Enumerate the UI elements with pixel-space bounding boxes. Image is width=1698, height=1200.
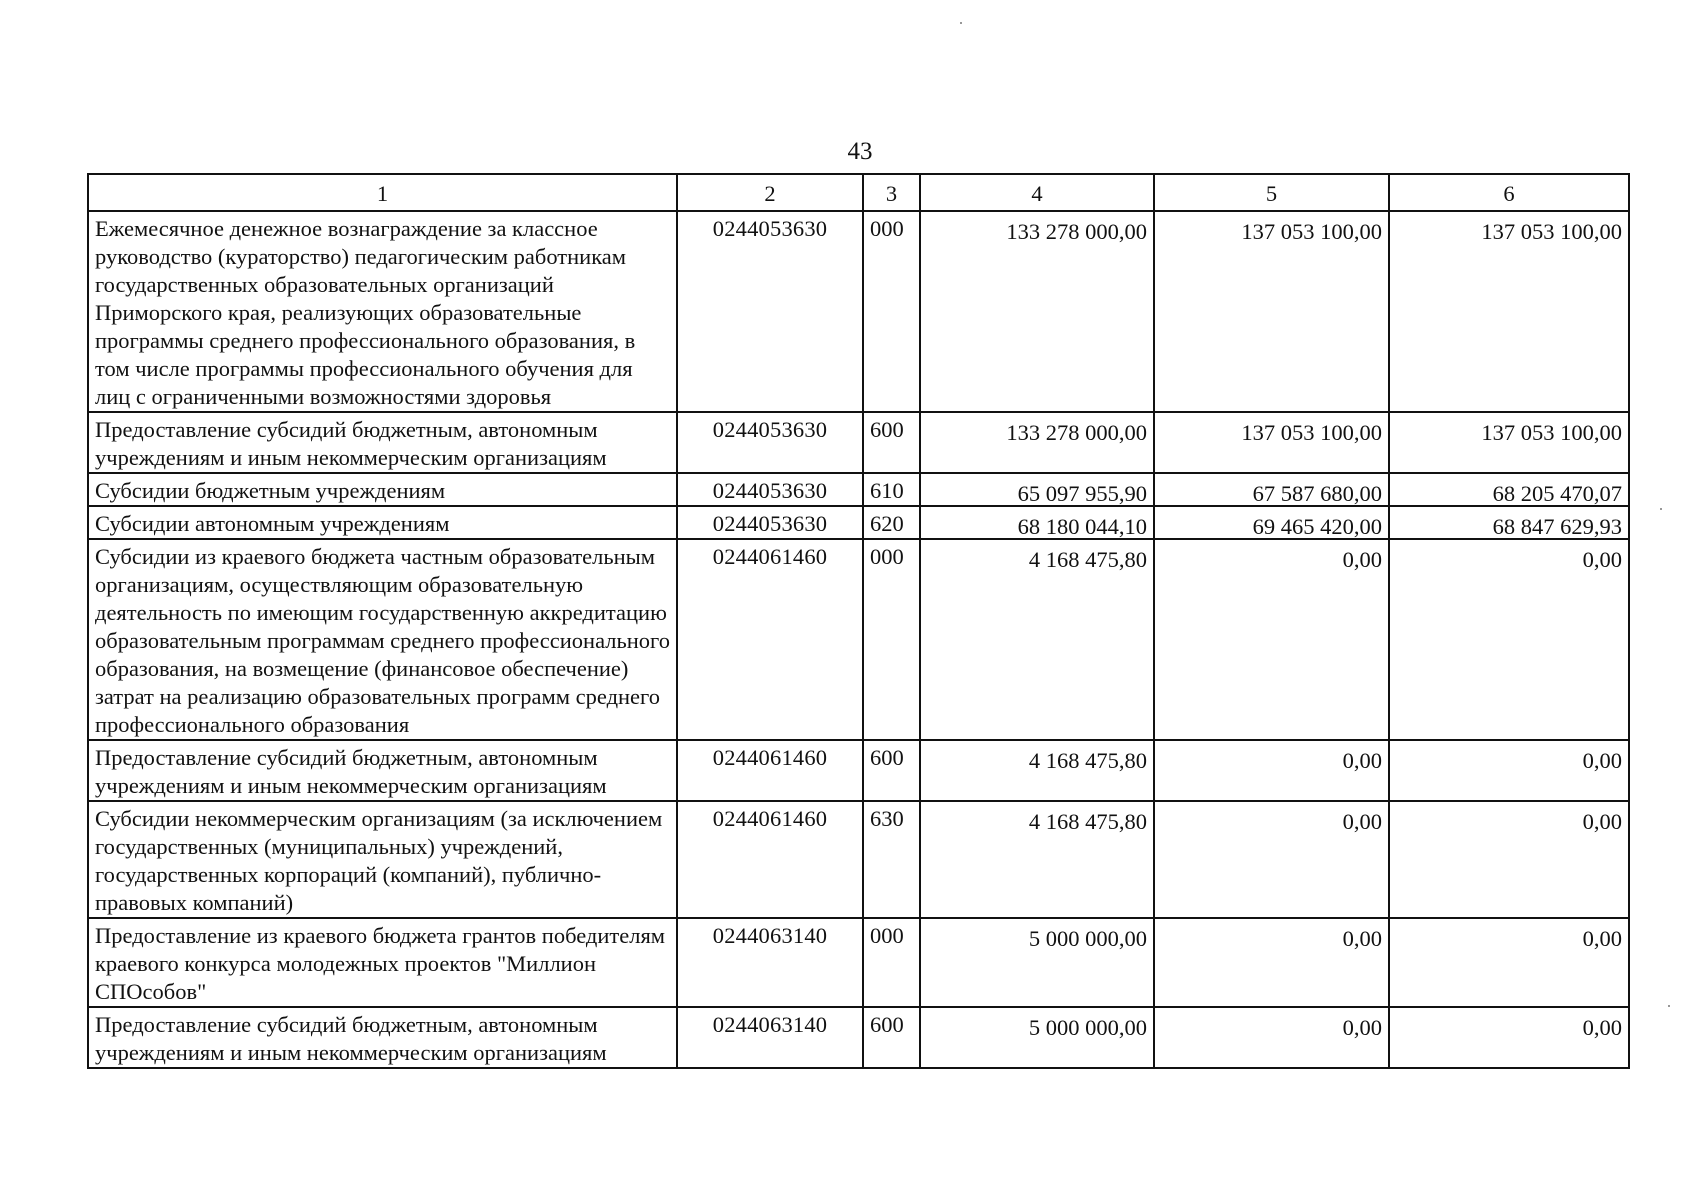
row-name: Субсидии автономным учреждениям (88, 506, 677, 539)
row-type: 000 (863, 918, 920, 1007)
row-name: Предоставление субсидий бюджетным, автономным учреждениям и иным некоммерческим организациям (88, 740, 677, 801)
row-code: 0244053630 (677, 506, 863, 539)
row-amount-col6 (1389, 539, 1629, 740)
row-code: 0244063140 (677, 918, 863, 1007)
header-col-2: 2 (677, 174, 863, 211)
row-type: 610 (863, 473, 920, 506)
row-amount-col6 (1389, 473, 1629, 506)
row-amount-col4 (920, 473, 1154, 506)
header-col-4: 4 (920, 174, 1154, 211)
row-name: Предоставление субсидий бюджетным, автономным учреждениям и иным некоммерческим организациям (88, 412, 677, 473)
row-type: 630 (863, 801, 920, 918)
row-amount-col4 (920, 801, 1154, 918)
row-type: 600 (863, 412, 920, 473)
table-row (88, 211, 1629, 412)
row-amount-col6 (1389, 740, 1629, 801)
table-row (88, 506, 1629, 539)
row-amount-col6 (1389, 211, 1629, 412)
amount-value: 137 053 100,00 (1481, 420, 1622, 445)
row-amount-col4 (920, 539, 1154, 740)
table-row (88, 473, 1629, 506)
scan-speck (960, 22, 962, 24)
amount-value: 4 168 475,80 (1028, 809, 1147, 834)
amount-value: 133 278 000,00 (1006, 219, 1147, 244)
row-name: Субсидии из краевого бюджета частным образовательным организациям, осуществляющим образовательную деятельность по имеющим государственную аккредитацию образовательным программам среднего профессионального образования, на возмещение (финансовое обеспечение) затрат на реализацию образовательных программ среднего профессионального образования (88, 539, 677, 740)
amount-value: 0,00 (1342, 748, 1382, 773)
row-code: 0244063140 (677, 1007, 863, 1068)
page-number: 43 (847, 138, 873, 165)
amount-value: 137 053 100,00 (1241, 219, 1382, 244)
header-row (88, 174, 1629, 211)
row-amount-col4 (920, 211, 1154, 412)
row-name: Субсидии некоммерческим организациям (за исключением государственных (муниципальных) учреждений, государственных корпораций (компаний), публично-правовых компаний) (88, 801, 677, 918)
amount-value: 0,00 (1342, 547, 1382, 572)
row-type: 620 (863, 506, 920, 539)
row-name: Ежемесячное денежное вознаграждение за классное руководство (кураторство) педагогическим работникам государственных образовательных организаций Приморского края, реализующих образовательные программы среднего профессионального образования, в том числе программы профессионального обучения для лиц с ограниченными возможностями здоровья (88, 211, 677, 412)
scan-speck (1668, 1005, 1670, 1007)
row-name: Предоставление субсидий бюджетным, автономным учреждениям и иным некоммерческим организациям (88, 1007, 677, 1068)
amount-value: 0,00 (1342, 809, 1382, 834)
row-amount-col5 (1154, 211, 1389, 412)
row-type: 000 (863, 211, 920, 412)
amount-value: 137 053 100,00 (1241, 420, 1382, 445)
row-amount-col6 (1389, 412, 1629, 473)
row-amount-col5 (1154, 412, 1389, 473)
row-amount-col5 (1154, 1007, 1389, 1068)
amount-value: 67 587 680,00 (1252, 481, 1382, 506)
header-col-3: 3 (863, 174, 920, 211)
row-code: 0244061460 (677, 740, 863, 801)
row-amount-col4 (920, 506, 1154, 539)
budget-table (87, 173, 1630, 1069)
row-code: 0244061460 (677, 801, 863, 918)
amount-value: 0,00 (1342, 1015, 1382, 1040)
table-row (88, 740, 1629, 801)
row-code: 0244053630 (677, 211, 863, 412)
table-row (88, 918, 1629, 1007)
row-amount-col5 (1154, 506, 1389, 539)
row-amount-col6 (1389, 918, 1629, 1007)
row-name: Субсидии бюджетным учреждениям (88, 473, 677, 506)
amount-value: 4 168 475,80 (1028, 748, 1147, 773)
amount-value: 69 465 420,00 (1252, 514, 1382, 539)
amount-value: 0,00 (1582, 926, 1622, 951)
header-col-5: 5 (1154, 174, 1389, 211)
header-col-1: 1 (88, 174, 677, 211)
row-amount-col5 (1154, 539, 1389, 740)
table-row (88, 412, 1629, 473)
row-amount-col6 (1389, 801, 1629, 918)
amount-value: 68 180 044,10 (1017, 514, 1147, 539)
row-amount-col6 (1389, 1007, 1629, 1068)
amount-value: 137 053 100,00 (1481, 219, 1622, 244)
row-type: 000 (863, 539, 920, 740)
amount-value: 65 097 955,90 (1017, 481, 1147, 506)
amount-value: 0,00 (1582, 1015, 1622, 1040)
amount-value: 5 000 000,00 (1028, 926, 1147, 951)
amount-value: 133 278 000,00 (1006, 420, 1147, 445)
table-row (88, 801, 1629, 918)
amount-value: 4 168 475,80 (1028, 547, 1147, 572)
amount-value: 0,00 (1582, 748, 1622, 773)
scan-speck (1660, 508, 1662, 510)
header-col-6: 6 (1389, 174, 1629, 211)
row-name: Предоставление из краевого бюджета грантов победителям краевого конкурса молодежных проектов "Миллион СПОсобов" (88, 918, 677, 1007)
row-amount-col4 (920, 740, 1154, 801)
amount-value: 68 205 470,07 (1492, 481, 1622, 506)
table-row (88, 1007, 1629, 1068)
row-amount-col5 (1154, 740, 1389, 801)
row-amount-col6 (1389, 506, 1629, 539)
row-amount-col5 (1154, 918, 1389, 1007)
row-amount-col5 (1154, 473, 1389, 506)
row-amount-col4 (920, 412, 1154, 473)
table-body (88, 211, 1629, 1068)
table-header (88, 174, 1629, 211)
amount-value: 68 847 629,93 (1492, 514, 1622, 539)
row-code: 0244053630 (677, 473, 863, 506)
row-code: 0244053630 (677, 412, 863, 473)
row-type: 600 (863, 740, 920, 801)
row-amount-col4 (920, 1007, 1154, 1068)
amount-value: 5 000 000,00 (1028, 1015, 1147, 1040)
amount-value: 0,00 (1582, 809, 1622, 834)
row-amount-col4 (920, 918, 1154, 1007)
row-amount-col5 (1154, 801, 1389, 918)
amount-value: 0,00 (1342, 926, 1382, 951)
row-type: 600 (863, 1007, 920, 1068)
table-row (88, 539, 1629, 740)
row-code: 0244061460 (677, 539, 863, 740)
amount-value: 0,00 (1582, 547, 1622, 572)
